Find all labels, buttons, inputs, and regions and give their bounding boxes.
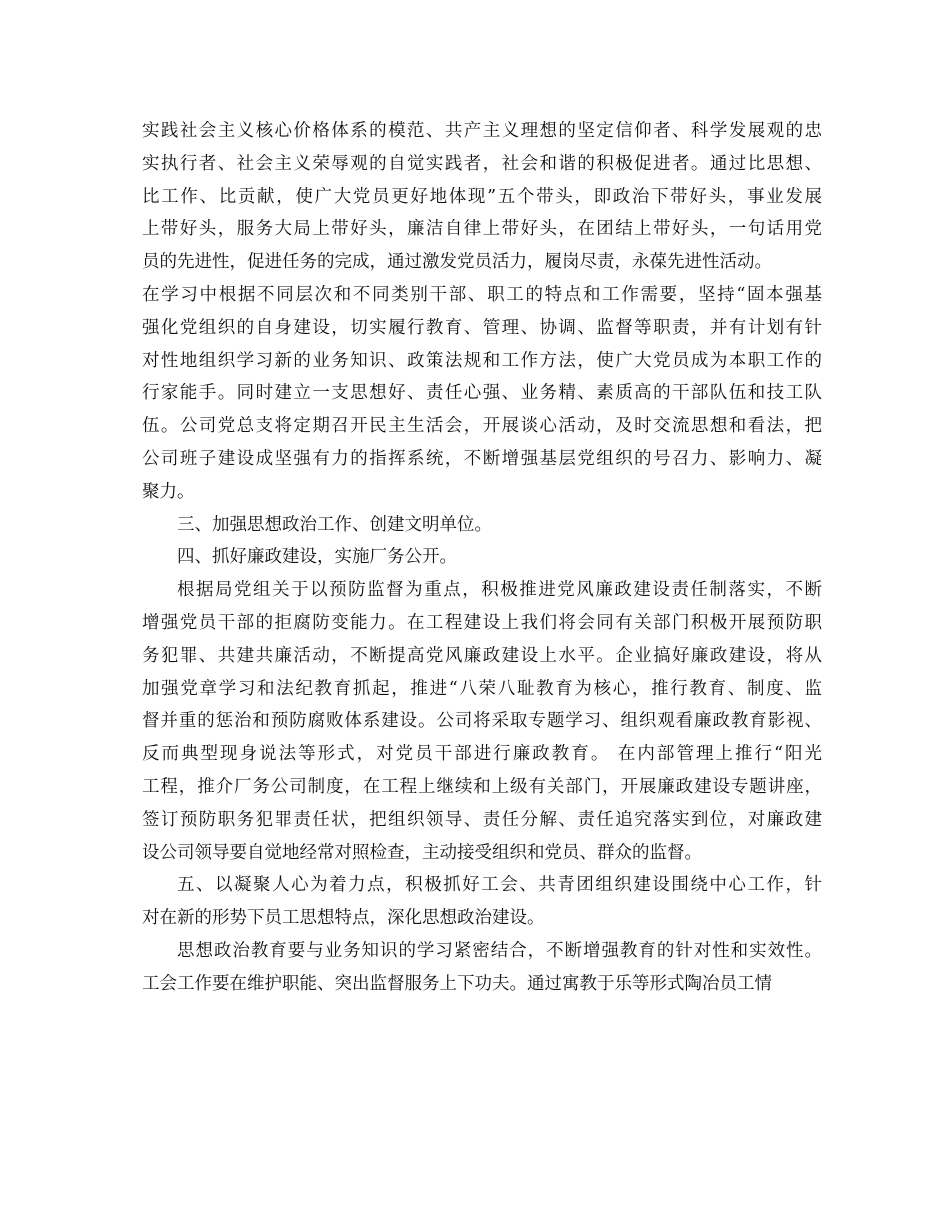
text-line: 公司班子建设成坚强有力的指挥系统，不断增强基层党组织的号召力、影响力、凝	[142, 448, 822, 469]
text-line: 设公司领导要自觉地经常对照检查，主动接受组织和党员、群众的监督。	[142, 842, 702, 863]
text-line: 对性地组织学习新的业务知识、政策法规和工作方法，使广大党员成为本职工作的	[142, 350, 822, 371]
text-line: 四、抓好廉政建设，实施厂务公开。	[177, 547, 457, 568]
text-line: 伍。公司党总支将定期召开民主生活会，开展谈心活动，及时交流思想和看法，把	[142, 416, 822, 437]
text-line: 对在新的形势下员工思想特点，深化思想政治建设。	[142, 908, 545, 929]
text-line: 五、以凝聚人心为着力点，积极抓好工会、共青团组织建设围绕中心工作，针	[177, 875, 822, 896]
text-line: 增强党员干部的拒腐防变能力。在工程建设上我们将会同有关部门积极开展预防职	[142, 612, 822, 633]
paragraph	[142, 869, 822, 935]
text-line: 加强党章学习和法纪教育抓起，推进“八荣八耻教育为核心，推行教育、制度、监	[142, 678, 822, 699]
paragraph	[142, 115, 822, 279]
text-line: 签订预防职务犯罪责任状，把组织领导、责任分解、责任追究落实到位，对廉政建	[142, 809, 822, 830]
text-line: 实践社会主义核心价格体系的模范、共产主义理想的坚定信仰者、科学发展观的忠	[142, 121, 822, 141]
text-line: 工程，推介厂务公司制度，在工程上继续和上级有关部门，开展廉政建设专题讲座，	[142, 776, 822, 797]
text-line: 务犯罪、共建共廉活动，不断提高党风廉政建设上水平。企业搞好廉政建设，将从	[142, 645, 822, 666]
paragraph	[142, 509, 822, 542]
text-line: 在学习中根据不同层次和不同类别干部、职工的特点和工作需要，坚持“固本强基	[142, 284, 822, 305]
text-line: 上带好头，服务大局上带好头，廉洁自律上带好头，在团结上带好头，一句话用党	[142, 219, 822, 240]
text-line: 员的先进性，促进任务的完成，通过激发党员活力，履岗尽责，永葆先进性活动。	[142, 252, 772, 273]
paragraph	[142, 541, 822, 574]
text-line: 反而典型现身说法等形式，对党员干部进行廉政教育。 在内部管理上推行“阳光	[142, 744, 822, 765]
text-line: 督并重的惩治和预防腐败体系建设。公司将采取专题学习、组织观看廉政教育影视、	[142, 711, 822, 732]
text-line: 三、加强思想政治工作、创建文明单位。	[177, 514, 492, 535]
text-line: 行家能手。同时建立一支思想好、责任心强、业务精、素质高的干部队伍和技工队	[142, 383, 822, 404]
text-line: 比工作、比贡献，使广大党员更好地体现”五个带头，即政治下带好头，事业发展	[142, 186, 822, 207]
text-line: 强化党组织的自身建设，切实履行教育、管理、协调、监督等职责，并有计划有针	[142, 317, 822, 338]
text-line: 聚力。	[142, 481, 195, 502]
paragraph	[142, 574, 822, 869]
text-line: 根据局党组关于以预防监督为重点，积极推进党风廉政建设责任制落实，不断	[177, 580, 822, 601]
text-line: 实执行者、社会主义荣辱观的自觉实践者，社会和谐的积极促进者。通过比思想、	[142, 153, 822, 174]
text-line: 工会工作要在维护职能、突出监督服务上下功夫。通过寓教于乐等形式陶冶员工情	[142, 973, 772, 994]
text-line: 思想政治教育要与业务知识的学习紧密结合，不断增强教育的针对性和实效性。	[177, 940, 822, 961]
document-body	[142, 115, 822, 1001]
paragraph	[142, 935, 822, 1001]
paragraph	[142, 279, 822, 509]
